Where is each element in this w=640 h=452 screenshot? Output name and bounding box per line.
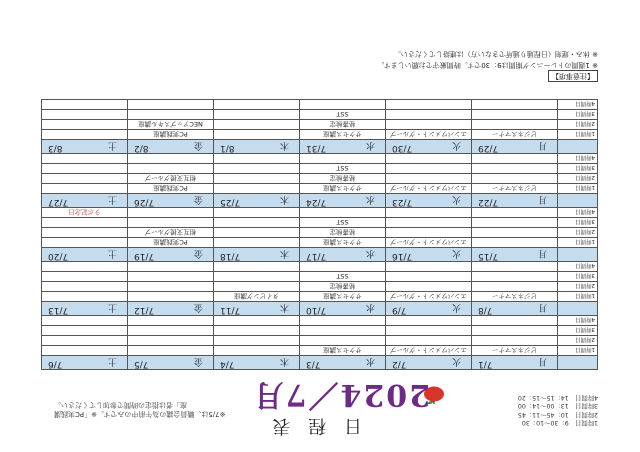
date-cell	[300, 140, 386, 154]
schedule-cell: NECアップスキル講座	[128, 120, 214, 130]
remarks-section	[42, 2, 598, 82]
header	[42, 370, 598, 440]
schedule-cell: PC実践講座	[128, 238, 214, 248]
weekday-label: 土	[107, 248, 117, 258]
period-row	[42, 208, 598, 218]
weekday-label: 火	[451, 140, 461, 150]
period-label: 2時間目	[558, 282, 598, 292]
period-time-4: 4時間目 14：15～15：20	[517, 394, 598, 402]
remarks-list	[377, 48, 598, 70]
date-label: 7/27	[48, 197, 69, 207]
schedule-cell	[42, 130, 128, 140]
schedule-cell	[214, 346, 300, 356]
schedule-cell	[42, 336, 128, 346]
period-row	[42, 326, 598, 336]
weekday-label: 月	[537, 194, 547, 204]
remarks-title: 【注意事項】	[548, 70, 598, 82]
schedule-cell	[472, 262, 558, 272]
schedule-cell: エンパワメント・グループ	[386, 184, 472, 194]
period-row	[42, 184, 598, 194]
weekday-label: 木	[279, 302, 289, 312]
date-cell	[42, 194, 128, 208]
date-cell	[386, 302, 472, 316]
date-cell	[214, 302, 300, 316]
weekday-label: 水	[365, 302, 375, 312]
date-cell	[386, 248, 472, 262]
date-label: 7/3	[306, 359, 321, 369]
schedule-cell	[128, 218, 214, 228]
weekday-label: 火	[451, 356, 461, 366]
schedule-cell	[214, 208, 300, 218]
weekday-label: 月	[537, 356, 547, 366]
schedule-cell	[386, 336, 472, 346]
weekday-label: 木	[279, 194, 289, 204]
schedule-cell	[472, 238, 558, 248]
week-date-row	[42, 140, 598, 154]
weekday-label: 水	[365, 248, 375, 258]
schedule-cell	[300, 208, 386, 218]
date-cell	[128, 194, 214, 208]
schedule-cell	[300, 262, 386, 272]
period-row	[42, 228, 598, 238]
date-label: 7/29	[478, 143, 499, 153]
period-label: 2時間目	[558, 228, 598, 238]
weekday-label: 木	[279, 356, 289, 366]
schedule-cell: ラボ記念日	[42, 208, 128, 218]
schedule-cell	[472, 100, 558, 110]
page-title: 日 程 表	[266, 415, 362, 436]
date-cell	[214, 194, 300, 208]
date-label: 7/10	[306, 305, 327, 315]
period-row	[42, 346, 598, 356]
weekday-label: 水	[365, 194, 375, 204]
schedule-cell	[214, 326, 300, 336]
schedule-cell	[386, 272, 472, 282]
schedule-cell	[472, 174, 558, 184]
period-label: 3時間目	[558, 272, 598, 282]
period-label: 3時間目	[558, 326, 598, 336]
schedule-cell	[214, 110, 300, 120]
schedule-cell	[214, 184, 300, 194]
date-cell	[214, 248, 300, 262]
schedule-cell	[128, 262, 214, 272]
schedule-cell: 秘書検定	[300, 282, 386, 292]
date-cell	[386, 140, 472, 154]
schedule-cell	[42, 120, 128, 130]
date-label: 7/2	[392, 359, 407, 369]
period-label: 4時間目	[558, 208, 598, 218]
period-row	[42, 238, 598, 248]
schedule-cell	[472, 154, 558, 164]
schedule-cell	[42, 110, 128, 120]
schedule-cell: SST	[300, 218, 386, 228]
period-label: 1時間目	[558, 292, 598, 302]
date-label: 7/12	[134, 305, 155, 315]
schedule-cell	[42, 262, 128, 272]
schedule-cell	[214, 262, 300, 272]
schedule-cell: PC実践講座	[128, 130, 214, 140]
schedule-cell	[472, 120, 558, 130]
schedule-cell	[128, 346, 214, 356]
weekday-label: 金	[193, 356, 203, 366]
schedule-cell	[472, 164, 558, 174]
date-cell	[472, 356, 558, 370]
schedule-cell	[300, 154, 386, 164]
date-label: 7/30	[392, 143, 413, 153]
weekday-label: 月	[537, 140, 547, 150]
weekday-label: 木	[279, 248, 289, 258]
schedule-cell: タイピング講座	[214, 292, 300, 302]
schedule-cell	[42, 100, 128, 110]
schedule-cell	[472, 272, 558, 282]
schedule-cell	[386, 100, 472, 110]
schedule-cell	[214, 228, 300, 238]
schedule-cell	[42, 228, 128, 238]
weekday-label: 火	[451, 194, 461, 204]
date-label: 7/4	[220, 359, 235, 369]
weekday-label: 火	[451, 302, 461, 312]
schedule-cell: SST	[300, 164, 386, 174]
schedule-cell	[214, 130, 300, 140]
schedule-cell	[472, 282, 558, 292]
period-label: 4時間目	[558, 154, 598, 164]
schedule-cell	[128, 208, 214, 218]
date-label: 7/15	[478, 251, 499, 261]
date-cell	[42, 248, 128, 262]
period-label: 2時間目	[558, 174, 598, 184]
date-cell	[472, 140, 558, 154]
period-times	[518, 393, 598, 426]
schedule-cell: ビジネスマナー	[472, 346, 558, 356]
schedule-cell	[472, 218, 558, 228]
schedule-cell	[128, 100, 214, 110]
period-time-1: 1時間目 9：30～10：30	[521, 419, 598, 426]
weekday-label: 金	[193, 140, 203, 150]
period-label: 2時間目	[558, 336, 598, 346]
period-row	[42, 164, 598, 174]
schedule-cell	[300, 336, 386, 346]
period-label: 3時間目	[558, 164, 598, 174]
weekday-label: 月	[537, 302, 547, 312]
date-label: 8/2	[134, 143, 149, 153]
date-label: 7/16	[392, 251, 413, 261]
date-label: 7/22	[478, 197, 499, 207]
weekday-label: 金	[193, 302, 203, 312]
schedule-cell	[128, 272, 214, 282]
period-label: 4時間目	[558, 262, 598, 272]
schedule-cell	[42, 174, 128, 184]
schedule-cell	[214, 100, 300, 110]
date-cell	[300, 302, 386, 316]
schedule-cell	[300, 316, 386, 326]
year-month-heading: 2024／7月	[251, 377, 430, 412]
schedule-cell	[386, 316, 472, 326]
period-row	[42, 292, 598, 302]
schedule-cell	[214, 120, 300, 130]
date-label: 7/6	[48, 359, 63, 369]
date-label: 7/18	[220, 251, 241, 261]
date-row-label	[558, 140, 598, 154]
week-date-row	[42, 302, 598, 316]
date-row-label	[558, 356, 598, 370]
schedule-cell	[128, 292, 214, 302]
date-row-label	[558, 302, 598, 316]
date-cell	[472, 248, 558, 262]
schedule-cell	[128, 282, 214, 292]
date-label: 7/17	[306, 251, 327, 261]
schedule-cell: エンパワメント・グループ	[386, 346, 472, 356]
period-row	[42, 120, 598, 130]
date-cell	[214, 140, 300, 154]
date-label: 7/1	[478, 359, 493, 369]
schedule-cell	[386, 174, 472, 184]
weekday-label: 金	[193, 248, 203, 258]
schedule-cell	[300, 326, 386, 336]
schedule-cell: サクセス講座	[300, 238, 386, 248]
week-date-row	[42, 356, 598, 370]
schedule-cell	[42, 164, 128, 174]
schedule-cell	[386, 110, 472, 120]
date-cell	[42, 356, 128, 370]
date-cell	[42, 140, 128, 154]
schedule-table	[41, 99, 598, 370]
schedule-cell	[472, 110, 558, 120]
schedule-cell	[214, 174, 300, 184]
schedule-cell	[386, 262, 472, 272]
period-label: 1時間目	[558, 184, 598, 194]
date-label: 7/26	[134, 197, 155, 207]
date-cell	[214, 356, 300, 370]
period-label: 4時間目	[558, 316, 598, 326]
schedule-cell: サクセス講座	[300, 184, 386, 194]
date-label: 8/3	[48, 143, 63, 153]
weekday-label: 火	[451, 248, 461, 258]
schedule-cell: 秘書検定	[300, 228, 386, 238]
schedule-cell	[386, 154, 472, 164]
schedule-cell	[128, 326, 214, 336]
schedule-cell	[386, 208, 472, 218]
schedule-cell	[472, 316, 558, 326]
schedule-cell: エンパワメント・グループ	[386, 130, 472, 140]
date-cell	[386, 356, 472, 370]
period-row	[42, 336, 598, 346]
schedule-cell	[42, 272, 128, 282]
date-label: 8/1	[220, 143, 235, 153]
date-row-label	[558, 194, 598, 208]
weekday-label: 土	[107, 194, 117, 204]
schedule-cell: サクセス講座	[300, 346, 386, 356]
schedule-cell	[42, 154, 128, 164]
weekday-label: 金	[193, 194, 203, 204]
schedule-cell	[386, 120, 472, 130]
date-label: 7/24	[306, 197, 327, 207]
schedule-cell: エンパワメント・グループ	[386, 292, 472, 302]
schedule-cell: 相互支援グループ	[128, 174, 214, 184]
schedule-cell: 秘書検定	[300, 120, 386, 130]
header-note: ※7/5は、職員会議の為午前中のみです。※「PC実践講座」者は指定の時間で参加してください。	[54, 401, 226, 418]
period-row	[42, 110, 598, 120]
date-label: 7/25	[220, 197, 241, 207]
date-cell	[128, 140, 214, 154]
date-cell	[128, 248, 214, 262]
schedule-cell	[214, 282, 300, 292]
schedule-cell: ビジネスマナー	[472, 130, 558, 140]
schedule-cell	[386, 228, 472, 238]
period-label: 1時間目	[558, 130, 598, 140]
schedule-cell	[214, 316, 300, 326]
period-row	[42, 282, 598, 292]
schedule-cell	[214, 336, 300, 346]
period-row	[42, 100, 598, 110]
schedule-cell: サクセス講座	[300, 130, 386, 140]
date-cell	[128, 302, 214, 316]
schedule-cell	[42, 282, 128, 292]
schedule-cell	[42, 238, 128, 248]
date-label: 7/19	[134, 251, 155, 261]
schedule-cell	[42, 184, 128, 194]
period-label: 2時間目	[558, 120, 598, 130]
weekday-label: 木	[279, 140, 289, 150]
schedule-cell: SST	[300, 272, 386, 282]
schedule-cell: 相互支援グループ	[128, 228, 214, 238]
schedule-cell	[42, 292, 128, 302]
schedule-cell: エンパワメント・グループ	[386, 238, 472, 248]
schedule-cell: PC実践講座	[128, 184, 214, 194]
schedule-cell	[128, 336, 214, 346]
period-label: 1時間目	[558, 346, 598, 356]
period-row	[42, 174, 598, 184]
date-label: 7/11	[220, 305, 241, 315]
date-cell	[300, 248, 386, 262]
date-label: 7/13	[48, 305, 69, 315]
date-label: 7/8	[478, 305, 493, 315]
period-label: 1時間目	[558, 238, 598, 248]
date-cell	[472, 302, 558, 316]
schedule-cell	[42, 218, 128, 228]
date-cell	[472, 194, 558, 208]
schedule-cell	[42, 326, 128, 336]
period-row	[42, 154, 598, 164]
week-date-row	[42, 194, 598, 208]
period-label: 3時間目	[558, 110, 598, 120]
schedule-cell	[386, 282, 472, 292]
schedule-cell	[300, 100, 386, 110]
period-row	[42, 218, 598, 228]
date-label: 7/31	[306, 143, 327, 153]
date-cell	[386, 194, 472, 208]
schedule-cell	[42, 316, 128, 326]
period-label: 3時間目	[558, 218, 598, 228]
schedule-cell: 秘書検定	[300, 174, 386, 184]
weekday-label: 水	[365, 140, 375, 150]
date-cell	[42, 302, 128, 316]
schedule-cell	[386, 218, 472, 228]
period-time-3: 3時間目 13：00～14：00	[517, 402, 598, 410]
schedule-cell: ビジネスマナー	[472, 292, 558, 302]
period-row	[42, 130, 598, 140]
schedule-cell: サクセス講座	[300, 292, 386, 302]
schedule-cell: SST	[300, 110, 386, 120]
schedule-cell	[128, 316, 214, 326]
schedule-cell	[128, 164, 214, 174]
schedule-cell	[386, 326, 472, 336]
schedule-cell	[214, 238, 300, 248]
period-row	[42, 272, 598, 282]
weekday-label: 月	[537, 248, 547, 258]
schedule-cell	[472, 228, 558, 238]
period-row	[42, 262, 598, 272]
date-cell	[128, 356, 214, 370]
weekday-label: 土	[107, 302, 117, 312]
date-label: 7/20	[48, 251, 69, 261]
schedule-cell: ビジネスマナー	[472, 184, 558, 194]
schedule-cell	[472, 208, 558, 218]
schedule-cell	[214, 164, 300, 174]
date-label: 7/5	[134, 359, 149, 369]
date-row-label	[558, 248, 598, 262]
remark-item: ※ 休み・遅刻（日程通り通所できない方）は連絡してください。	[393, 50, 598, 58]
weekday-label: 土	[107, 356, 117, 366]
schedule-cell	[42, 346, 128, 356]
date-label: 7/23	[392, 197, 413, 207]
schedule-cell	[472, 336, 558, 346]
remark-item: ※ 1週間のトレーニング期間は9：30です。時間厳守でお願いします。	[377, 61, 598, 69]
week-date-row	[42, 248, 598, 262]
date-label: 7/9	[392, 305, 407, 315]
weekday-label: 土	[107, 140, 117, 150]
schedule-cell	[214, 154, 300, 164]
schedule-cell	[386, 164, 472, 174]
schedule-cell	[128, 110, 214, 120]
period-label: 4時間目	[558, 100, 598, 110]
schedule-cell	[214, 272, 300, 282]
schedule-cell	[472, 326, 558, 336]
schedule-cell	[128, 154, 214, 164]
weekday-label: 水	[365, 356, 375, 366]
date-cell	[300, 356, 386, 370]
schedule-cell	[214, 218, 300, 228]
period-row	[42, 316, 598, 326]
period-time-2: 2時間目 10：45～11：45	[517, 410, 598, 418]
date-cell	[300, 194, 386, 208]
